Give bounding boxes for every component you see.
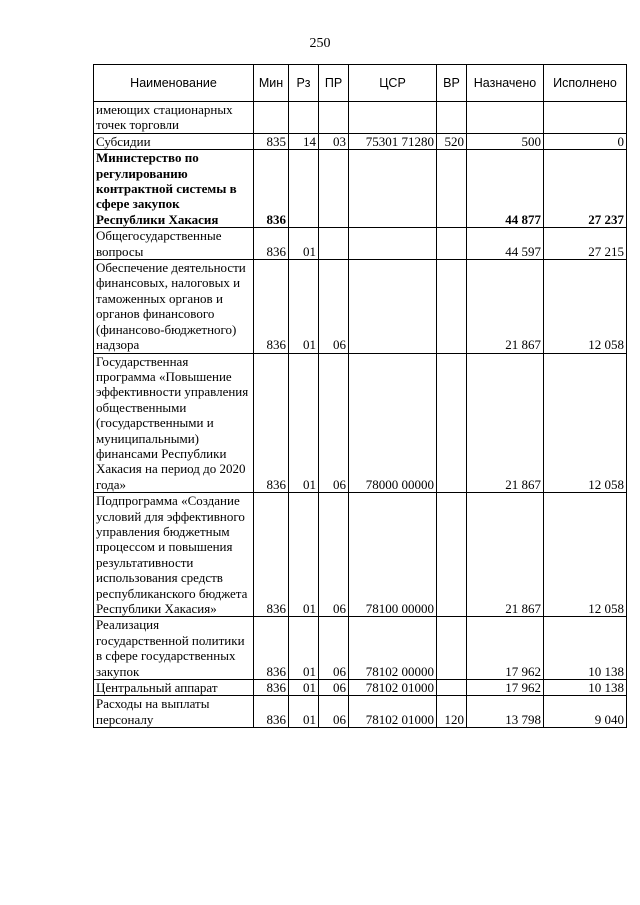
row-vr <box>437 493 467 617</box>
row-executed: 0 <box>544 133 627 149</box>
row-csr: 78102 01000 <box>349 680 437 696</box>
row-name: Подпрограмма «Создание условий для эффективного управления бюджетным процессом и повышения результативности использования средств республиканского бюджета Республики Хакасия» <box>94 493 254 617</box>
row-pr: 06 <box>319 260 349 353</box>
row-executed: 12 058 <box>544 353 627 493</box>
row-pr: 06 <box>319 493 349 617</box>
row-assigned: 44 597 <box>467 228 544 260</box>
table-row <box>94 696 627 728</box>
row-min <box>254 102 289 134</box>
table-row <box>94 150 627 228</box>
row-csr <box>349 150 437 228</box>
row-name: имеющих стационарных точек торговли <box>94 102 254 134</box>
row-min: 836 <box>254 353 289 493</box>
row-rz: 01 <box>289 617 319 680</box>
row-pr: 06 <box>319 696 349 728</box>
row-vr <box>437 617 467 680</box>
row-pr: 03 <box>319 133 349 149</box>
row-executed: 10 138 <box>544 617 627 680</box>
row-rz: 01 <box>289 228 319 260</box>
row-vr <box>437 228 467 260</box>
header-name: Наименование <box>94 65 254 102</box>
header-csr: ЦСР <box>349 65 437 102</box>
row-vr <box>437 150 467 228</box>
row-vr <box>437 102 467 134</box>
row-min: 836 <box>254 493 289 617</box>
row-csr: 78102 01000 <box>349 696 437 728</box>
row-vr <box>437 353 467 493</box>
header-pr: ПР <box>319 65 349 102</box>
row-rz: 01 <box>289 260 319 353</box>
header-vr: ВР <box>437 65 467 102</box>
row-csr <box>349 228 437 260</box>
header-row <box>94 65 627 102</box>
table-row <box>94 228 627 260</box>
row-csr: 78100 00000 <box>349 493 437 617</box>
row-name: Министерство по регулированию контрактной системы в сфере закупок Республики Хакасия <box>94 150 254 228</box>
row-executed: 12 058 <box>544 260 627 353</box>
row-rz: 01 <box>289 696 319 728</box>
row-rz <box>289 150 319 228</box>
row-executed: 10 138 <box>544 680 627 696</box>
row-vr: 120 <box>437 696 467 728</box>
row-rz: 01 <box>289 353 319 493</box>
row-csr: 75301 71280 <box>349 133 437 149</box>
row-assigned: 17 962 <box>467 617 544 680</box>
row-min: 836 <box>254 260 289 353</box>
row-pr: 06 <box>319 680 349 696</box>
row-rz: 14 <box>289 133 319 149</box>
row-executed <box>544 102 627 134</box>
row-executed: 27 215 <box>544 228 627 260</box>
row-rz: 01 <box>289 680 319 696</box>
header-min: Мин <box>254 65 289 102</box>
table-row <box>94 680 627 696</box>
row-pr: 06 <box>319 353 349 493</box>
table-row <box>94 260 627 353</box>
row-pr <box>319 228 349 260</box>
row-assigned: 13 798 <box>467 696 544 728</box>
header-assigned: Назначено <box>467 65 544 102</box>
row-rz: 01 <box>289 493 319 617</box>
row-name: Государственная программа «Повышение эффективности управления общественными (государственными и муниципальными) финансами Республики Хакасия на период до 2020 года» <box>94 353 254 493</box>
row-pr: 06 <box>319 617 349 680</box>
row-min: 836 <box>254 617 289 680</box>
row-assigned: 500 <box>467 133 544 149</box>
row-vr <box>437 260 467 353</box>
header-executed: Исполнено <box>544 65 627 102</box>
table-row <box>94 102 627 134</box>
row-csr <box>349 260 437 353</box>
row-executed: 9 040 <box>544 696 627 728</box>
row-name: Субсидии <box>94 133 254 149</box>
row-csr: 78000 00000 <box>349 353 437 493</box>
row-pr <box>319 102 349 134</box>
header-rz: Рз <box>289 65 319 102</box>
row-assigned: 21 867 <box>467 493 544 617</box>
table-row <box>94 353 627 493</box>
row-min: 836 <box>254 696 289 728</box>
row-name: Реализация государственной политики в сфере государственных закупок <box>94 617 254 680</box>
row-assigned: 17 962 <box>467 680 544 696</box>
row-csr: 78102 00000 <box>349 617 437 680</box>
row-executed: 27 237 <box>544 150 627 228</box>
page-number: 250 <box>309 36 331 51</box>
row-min: 836 <box>254 150 289 228</box>
row-min: 836 <box>254 228 289 260</box>
row-name: Расходы на выплаты персоналу <box>94 696 254 728</box>
row-name: Обеспечение деятельности финансовых, налоговых и таможенных органов и органов финансового (финансово-бюджетного) надзора <box>94 260 254 353</box>
row-name: Общегосударственные вопросы <box>94 228 254 260</box>
budget-table <box>93 64 627 728</box>
row-csr <box>349 102 437 134</box>
row-assigned: 21 867 <box>467 353 544 493</box>
table-row <box>94 133 627 149</box>
row-name: Центральный аппарат <box>94 680 254 696</box>
row-rz <box>289 102 319 134</box>
row-assigned: 21 867 <box>467 260 544 353</box>
row-vr: 520 <box>437 133 467 149</box>
table-row <box>94 493 627 617</box>
row-assigned: 44 877 <box>467 150 544 228</box>
row-vr <box>437 680 467 696</box>
row-min: 835 <box>254 133 289 149</box>
row-pr <box>319 150 349 228</box>
row-assigned <box>467 102 544 134</box>
row-min: 836 <box>254 680 289 696</box>
table-row <box>94 617 627 680</box>
row-executed: 12 058 <box>544 493 627 617</box>
